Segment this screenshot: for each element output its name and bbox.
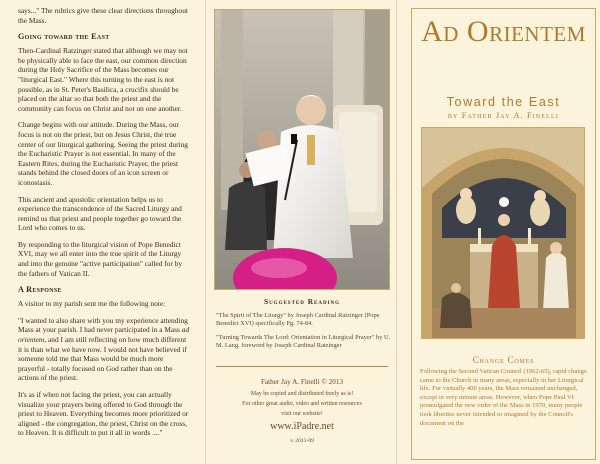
cover-subtitle: Toward the East (446, 95, 561, 109)
paragraph-quote (18, 316, 190, 383)
visit-website-line: visit our website! (281, 411, 323, 417)
paragraph-ancient: This ancient and apostolic orientation helps us to experience the transcendence of the Sacred Liturgy and remind us that priest and people together go toward the Lord who comes to us. (18, 194, 182, 233)
paragraph-visitor: A visitor to my parish sent me the following note: (18, 299, 166, 309)
change-comes-title: Change Comes (472, 355, 535, 365)
copy-freely-line: May be copied and distributed freely as is! (250, 391, 354, 397)
quote-ad-orientem: ad orientem (18, 325, 190, 345)
middle-panel (205, 0, 397, 464)
website-link[interactable]: www.iPadre.net (270, 421, 334, 432)
right-panel (407, 0, 600, 464)
suggested-reading-title: Suggested Reading (263, 297, 341, 306)
paragraph-change: Change begins with our attitude. During the Mass, our focus is not on the priest, but on Jesus Christ, the true center of our liturgical gathering. Seeing the priest during the Eucharistic Prayer is not essential. In many of the Eastern Rites, during the Eucharistic Prayer, the priest stands behind the closed doors of an icon screen or iconostasis. (18, 120, 189, 187)
resources-line: For other great audio, video and written resources (242, 401, 362, 407)
paragraph-ratzinger: Then-Cardinal Ratzinger stated that although we may not be physically able to face the east, our common direction during the Holy Sacrifice of the Mass becomes our "liturgical East." Where this turning to the east is not possible, as in St. Peter's Basilica, a crucifix should be placed on the altar so that both the priest and the community can focus on Christ and not on one another. (18, 46, 188, 113)
divider (216, 366, 388, 367)
heading-a-response: A Response (18, 285, 62, 295)
pope-photo-illustration (215, 10, 390, 290)
paragraph-responding: By responding to the liturgical vision of Pope Benedict XVI, may we all enter into the true spirit of the Liturgy and into the genuine "active participation" called for by the fathers of Vatican II. (18, 239, 183, 278)
intro-paragraph: says..." The rubrics give these clear directions throughout the Mass. (18, 6, 188, 25)
cover-author: by Father Jay A. Finelli (447, 111, 560, 120)
copyright-line: Father Jay A. Finelli © 2013 (260, 378, 344, 386)
left-panel (0, 0, 198, 464)
reading-spirit-of-liturgy: "The Spirit of The Liturgy" by Joseph Cardinal Ratzinger (Pope Benedict XVI) specifically Pg. 74-84. (216, 312, 380, 327)
version-label: v. 2013-09 (290, 438, 314, 444)
quote-part-2: , and I am still reflecting on how much different it is than what we have now. I would not have believed if someone told me that Mass would be much more prayerful - totally focused on God rather than on the actions of the priest. (18, 335, 187, 383)
paragraph-quote-end: It's as if when not facing the priest, you can actually visualize your prayers being offered to God through the priest to Heaven. Everything becomes more prioritized or aligned - the congregation, the priest, Christ on the cross, to Heaven. It is difficult to put it all in words ...." (18, 390, 189, 438)
change-comes-body: Following the Second Vatican Council (1962-65), rapid change came to the Church in many areas, especially in her Liturgical life. For virtually 400 years, the Mass remained unchanged, except in very minute areas. However, when Pope Paul VI promulgated the new order of the Mass in 1970, many people took liberties never intended or imagined by the Council's document on the (420, 368, 587, 427)
cover-title: Ad Orientem (421, 15, 586, 48)
reading-turning-towards-lord: "Turning Towards The Lord: Orientation in Liturgical Prayer" by U. M. Lang, foreword by Joseph Cardinal Ratzinger (216, 334, 391, 349)
quote-part-1: "I wanted to also share with you my experience attending Mass at your parish. I had never participated in a Mass (18, 315, 188, 335)
pope-photo (214, 9, 390, 290)
mass-painting-illustration (422, 128, 585, 339)
heading-going-toward-east: Going toward the East (18, 32, 110, 42)
mass-painting (421, 127, 585, 339)
